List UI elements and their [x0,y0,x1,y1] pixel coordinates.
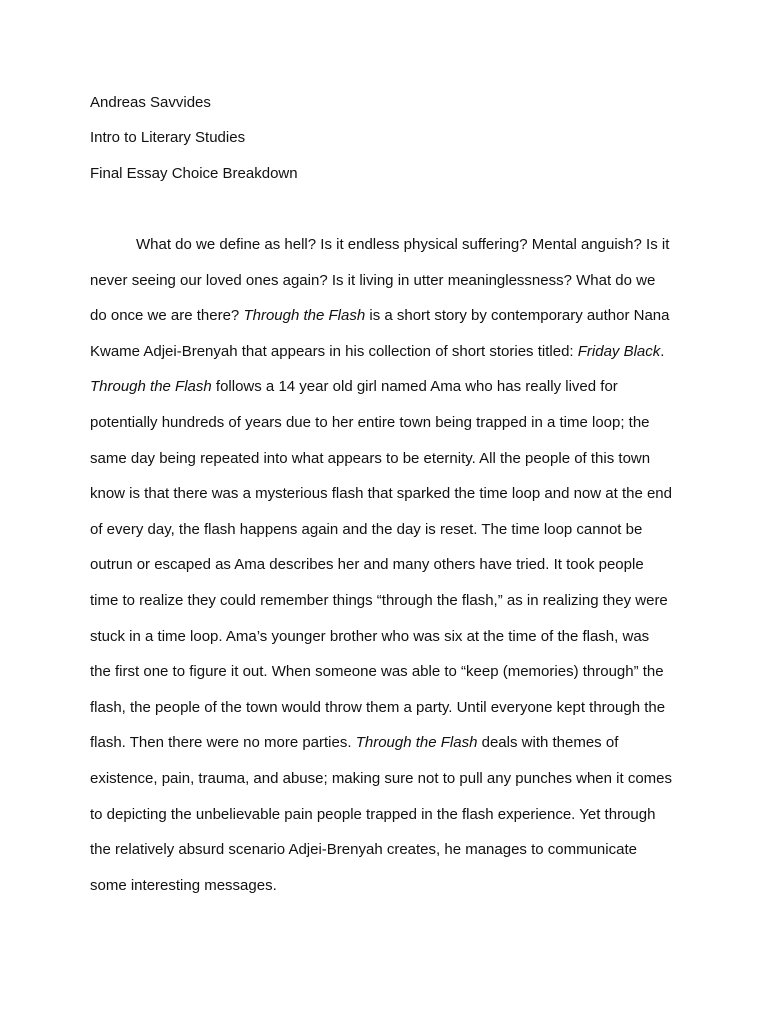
paragraph-line: some interesting messages. [90,877,277,894]
paragraph-line: Through the Flash follows a 14 year old girl named Ama who has really lived for [90,378,618,395]
italic-title: Through the Flash [90,378,212,395]
paragraph-line: same day being repeated into what appears to be eternity. All the people of this town [90,450,651,467]
paragraph-line: never seeing our loved ones again? Is it living in utter meaninglessness? What do we [90,272,656,289]
paragraph-line: to depicting the unbelievable pain people trapped in the flash experience. Yet through [90,806,656,823]
paragraph-line: of every day, the flash happens again and the day is reset. The time loop cannot be [90,521,643,538]
paragraph-line: stuck in a time loop. Ama’s younger brother who was six at the time of the flash, was [90,628,650,645]
paragraph-line: existence, pain, trauma, and abuse; making sure not to pull any punches when it comes [90,770,673,787]
paragraph-line: flash, the people of the town would throw them a party. Until everyone kept through the [90,699,666,716]
paragraph-line: potentially hundreds of years due to her entire town being trapped in a time loop; the [90,414,650,431]
paragraph-line: flash. Then there were no more parties. Through the Flash deals with themes of [90,734,619,751]
italic-title: Through the Flash [355,734,478,751]
paragraph-line: What do we define as hell? Is it endless physical suffering? Mental anguish? Is it [136,236,670,253]
paragraph-line: do once we are there? Through the Flash is a short story by contemporary author Nana [90,307,670,324]
italic-title: Friday Black [577,343,661,360]
paragraph-line: Kwame Adjei-Brenyah that appears in his collection of short stories titled: Friday Black. [90,343,665,360]
paragraph-line: outrun or escaped as Ama describes her and many others have tried. It took people [90,556,644,573]
italic-title: Through the Flash [243,307,366,324]
course-name: Intro to Literary Studies [90,129,246,146]
paragraph-line: time to realize they could remember things “through the flash,” as in realizing they were [90,592,668,609]
author-name: Andreas Savvides [90,94,211,111]
essay-title: Final Essay Choice Breakdown [90,165,298,182]
paragraph-line: the first one to figure it out. When someone was able to “keep (memories) through” the [90,663,664,680]
paragraph-line: know is that there was a mysterious flash that sparked the time loop and now at the end [90,485,672,502]
paragraph-line: the relatively absurd scenario Adjei-Brenyah creates, he manages to communicate [90,841,637,858]
